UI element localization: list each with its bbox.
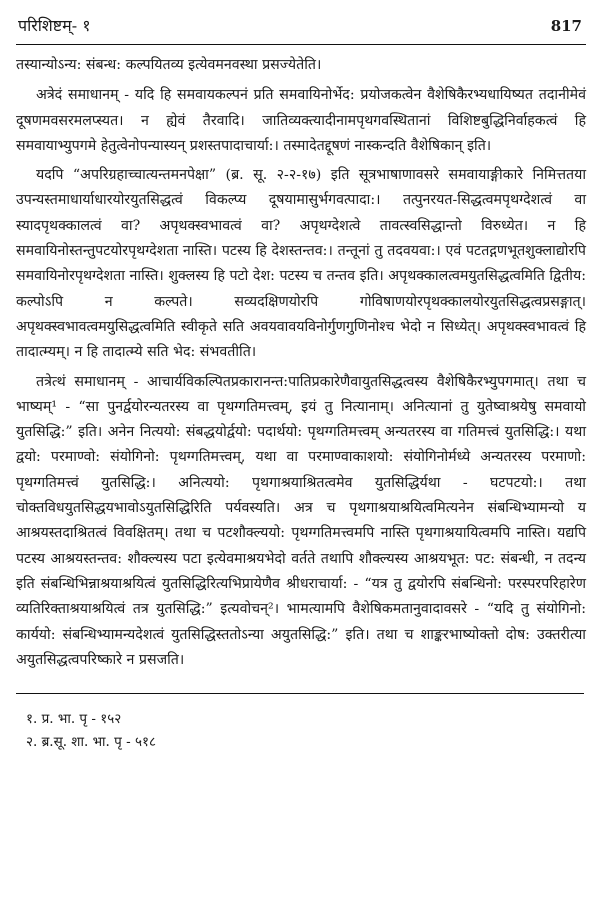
footnote-divider — [16, 693, 584, 694]
page-number: 817 — [550, 17, 582, 35]
paragraph: यदपि “अपरिग्रहाच्चात्यन्तमनपेक्षा” (ब्र. सू. २-२-१७) इति सूत्रभाषाणावसरे समवायाङ्गीकारे निमित्ततया उपन्यस्तमाधार्याधारयोरयुतसिद्धत्वं विकल्प्य दूषयामासुर्भगवत्पादा:। तत्पुनरयत-सिद्धत्वमपृथग्देशत्वं वा स्यादपृथक्कालत्वं वा? अपृथक्स्वभावत्वं वा? अपृथग्देशत्वे तावत्स्वसिद्धान्तो विरुध्येत। न हि समवायिनोस्तन्तुपटयोरपृथग्देशता नास्ति। पटस्य हि देशस्तन्तव:। तन्तूनां तु तदवयवा:। एवं पटतद्गणभूतशुक्लाद्योरपि समवायिनोरपृथग्देशता नास्ति। शुक्लस्य हि पटो देश: पटस्य च तन्तव इति। अपृथक्कालत्वमयुतसिद्धत्वमिति द्वितीय: कल्पोऽपि न कल्पते। सव्यदक्षिणयोरपि गोविषाणयोरपृथक्कालयोरयुतसिद्धत्वप्रसङ्गात्। अपृथक्स्वभावत्वमयुसिद्धत्वमिति स्वीकृते सति अवयवावयविनोर्गुणगुणिनोश्च भेदो न सिध्येत्। अपृथक्स्वभावत्वं हि तादात्म्यम्। न हि तादात्म्ये सति भेद: संभवतीति। — [16, 167, 586, 361]
footnote: १. प्र. भा. पृ - १५२ — [26, 711, 122, 728]
main-text — [16, 53, 586, 673]
page-header — [16, 14, 586, 42]
paragraph: अत्रेदं समाधानम् - यदि हि समवायकल्पनं प्रति समवायिनोर्भेद: प्रयोजकत्वेन वैशेषिकैरभ्यधायिष्यत तदानीमेवं दूषणमवसरमलप्स्यत। न ह्येवं तैरवादि। जातिव्यक्त्यादीनामपृथगवस्थितानां विशिष्टबुद्धिनिर्वाहकत्वं हि समवायाभ्युपगमे हेतुत्वेनोपन्यास्यन् प्रशस्तपादाचार्या:। तस्मादेतद्दूषणं नास्कन्दति वैशेषिकान् इति। — [16, 87, 586, 154]
footnote: २. ब्र.सू. शा. भा. पृ - ५१८ — [26, 734, 157, 751]
paragraph-continuation: तस्यान्योऽन्य: संबन्ध: कल्पयितव्य इत्येवमनवस्था प्रसज्येतेति। — [16, 57, 322, 73]
header-rule — [16, 44, 586, 45]
footnotes — [16, 708, 586, 754]
running-title: परिशिष्टम्- १ — [18, 16, 91, 35]
paragraph: तत्रेत्थं समाधानम् - आचार्यविकल्पितप्रकारानन्त:पातिप्रकारेणैवायुतसिद्धत्वस्य वैशेषिकैरभ्युपगमात्। तथा च भाष्यम्¹ - “सा पुनर्द्वयोरन्यतरस्य वा पृथग्गतिमत्त्वम्, इयं तु नित्यानाम्। अनित्यानां तु युतेष्वाश्रयेषु समवायो युतसिद्धि:” इति। अनेन नित्ययो: संबद्धयोर्द्वयो: पदार्थयो: पृथग्गतिमत्त्वम् अन्यतरस्य वा गतिमत्त्वं युतसिद्धि:। यथा द्वयो: परमाण्वो: संयोगिनो: पृथग्गतिमत्त्वम्, यथा वा परमाण्वाकाशयो: संयोगिनोर्मध्ये अन्यतरस्य परमाणो: पृथग्गतिमत्त्वं युतसिद्धि:। अनित्ययो: पृथगाश्रयाश्रितत्वमेव युतसिद्धिर्यथा - घटपटयो:। तथा चोक्तविधयुतसिद्धयभावोऽयुतसिद्धिरिति पर्यवस्यति। अत्र च पृथगाश्रयाश्रयित्वमित्यनेन संबन्धिभ्यामन्यो य आश्रयस्तदाश्रितत्वं विवक्षितम्। तथा च पटशौक्ल्ययो: पृथग्गतिमत्त्वमपि नास्ति पृथगाश्रयायित्वमपि नास्ति। यद्यपि पटस्य आश्रयस्तन्तव: शौक्ल्यस्य पटा इत्येवमाश्रयभेदो वर्तते तथापि शौक्ल्यस्य आश्रयभूत: पट: संबन्धी, न तदन्य इति संबन्धिभिन्नाश्रयाश्रयित्वं युतसिद्धिरित्यभिप्रायेणैव श्रीधराचार्या: - “यत्र तु द्वयोरपि संबन्धिनो: परस्परपरिहारेण व्यतिरिक्ताश्रयाश्रयित्वं तत्र युतसिद्धि:” इत्यवोचन्²। भामत्यामपि वैशेषिकमतानुवादावसरे - “यदि तु संयोगिनो: कार्ययो: संबन्धिभ्यामन्यदेशत्वं युतसिद्धिस्ततोऽन्या अयुतसिद्धि:” इति। तथा च शाङ्करभाष्योक्तो दोष: उक्तरीत्या अयुतसिद्धत्वपरिष्कारे न प्रसजति। — [16, 373, 586, 668]
